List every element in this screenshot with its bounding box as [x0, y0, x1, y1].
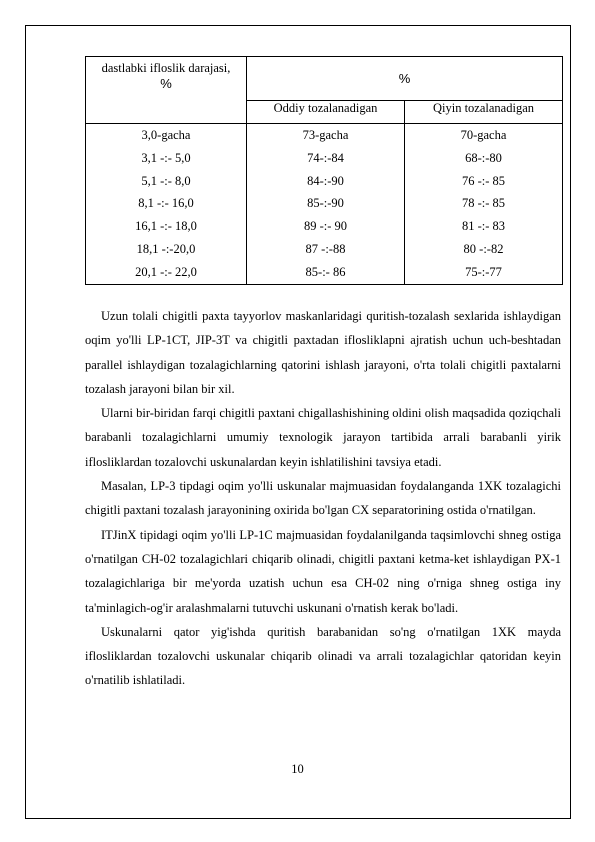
table-cell: 75-:-77: [465, 264, 502, 279]
paragraph: Uskunalarni qator yig'ishda quritish barabanidan so'ng o'rnatilgan 1XK mayda iflosliklardan tozalovchi uskunalar chiqarib olinadi va arrali tozalagichlar qatoridan keyin o'rnatilib ishlatiladi.: [85, 624, 561, 688]
header-col1-label: dastlabki ifloslik darajasi,: [101, 61, 231, 75]
table-cell: 85-:-90: [307, 196, 344, 211]
table-cell: 18,1 -:-20,0: [136, 241, 196, 256]
paragraph: Masalan, LP-3 tipdagi oqim yo'lli uskunalar majmuasidan foydalanganda 1XK tozalagichi chigitli paxtani tozalash jarayonining oxirida bo'lgan CX separatorining ostida o'rnatilgan.: [85, 479, 561, 518]
table-cell: 16,1 -:- 18,0: [135, 219, 197, 234]
header-span-label: %: [398, 70, 411, 86]
table-cell: 74-:-84: [307, 150, 344, 165]
column-hard: [405, 124, 563, 285]
subheader-easy: Oddiy tozalanadigan: [247, 101, 405, 124]
header-col1-unit: %: [160, 76, 172, 91]
header-percent: [247, 57, 563, 101]
table-cell: 3,1 -:- 5,0: [141, 150, 191, 165]
table-cell: 89 -:- 90: [303, 219, 348, 234]
table-cell: 80 -:-82: [463, 241, 504, 256]
table-cell: 5,1 -:- 8,0: [141, 173, 191, 188]
table-cell: 73-gacha: [302, 128, 349, 142]
table-cell: 76 -:- 85: [461, 173, 506, 188]
table-cell: 8,1 -:- 16,0: [138, 196, 194, 211]
table-cell: 20,1 -:- 22,0: [135, 264, 197, 279]
pollution-table: [85, 56, 563, 285]
paragraph: Ularni bir-biridan farqi chigitli paxtani chigallashishining oldini olish maqsadida qoziqchali barabanli tozalagichlarni umumiy texnologik jarayon tartibida arrali barabanli yirik iflosliklardan tozalovchi uskunalardan keyin ishlatilishini tavsiya etadi.: [85, 406, 561, 469]
subheader-hard: Qiyin tozalanadigan: [405, 101, 563, 124]
paragraph: ITJinX tipidagi oqim yo'lli LP-1C majmuasidan foydalanilganda taqsimlovchi shneg ostiga o'rnatilgan CH-02 tozalagichlari chiqarib olinadi, chigitli paxtani ketma-ket ishlaydigan PX-1 tozalagichlariga bir me'yorda uzatish uchun esa CH-02 ning o'rniga shneg ostiga iny ta'minlagich-og'ir aralashmalarni tutuvchi uskunani o'rnatish kerak bo'ladi.: [85, 527, 561, 615]
table-cell: 78 -:- 85: [461, 196, 506, 211]
table-cell: 84-:-90: [307, 173, 344, 188]
body-text: [85, 304, 561, 693]
header-initial-pollution: [86, 57, 247, 124]
page-number: 10: [291, 762, 304, 776]
column-initial-pollution: [86, 124, 247, 285]
table-cell: 70-gacha: [460, 128, 507, 142]
table-cell: 85-:- 86: [305, 264, 346, 279]
table-cell: 68-:-80: [465, 150, 502, 165]
table-cell: 87 -:-88: [305, 241, 346, 256]
column-easy: [247, 124, 405, 285]
paragraph: Uzun tolali chigitli paxta tayyorlov maskanlaridagi quritish-tozalash sexlarida ishlaydigan oqim yo'lli LP-1CT, JIP-3T va chigitli paxtadan iflosliklaрni ajratish uchun uch-beshtadan parallel ishlaydigan tozalagichlarning qatorini ishlash jarayoni, o'rta tolali chigitli paxtalarni tozalash jarayoni bilan bir xil.: [85, 309, 561, 396]
table-cell: 3,0-gacha: [141, 128, 191, 142]
table-cell: 81 -:- 83: [461, 219, 506, 234]
